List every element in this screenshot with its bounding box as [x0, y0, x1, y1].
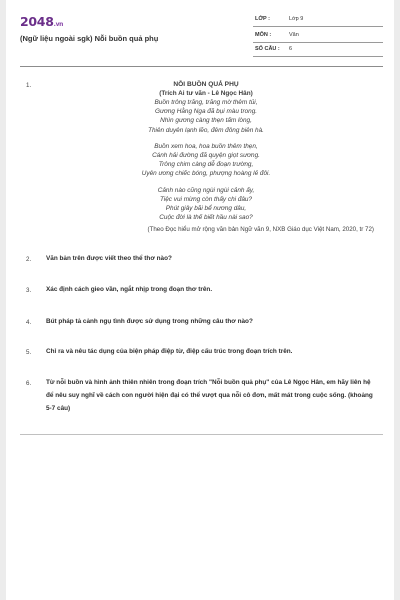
- question-text: Bút pháp tả cảnh ngụ tình được sử dụng trong những câu thơ nào?: [46, 318, 253, 325]
- meta-key: LỚP :: [255, 16, 270, 22]
- poem-source: (Theo Đọc hiểu mở rộng văn bản Ngữ văn 9, NXB Giáo dục Việt Nam, 2020, tr 72): [147, 226, 374, 233]
- meta-row-grade: [253, 14, 383, 27]
- poem-line: Buồn xem hoa, hoa buồn thêm thẹn,: [154, 142, 258, 150]
- meta-value: Lớp 9: [289, 16, 304, 22]
- poem-passage: [86, 80, 326, 222]
- poem-line: Cảnh nào cũng ngùi ngùi cảnh ấy,: [157, 186, 255, 194]
- meta-row-question-count: [253, 44, 383, 57]
- poem-line: Phút giây bãi bể nương dâu,: [165, 205, 247, 213]
- meta-key: MÔN :: [255, 32, 272, 38]
- poem-subtitle: (Trích Ai tư vãn - Lê Ngọc Hân): [159, 90, 253, 97]
- poem-line: Trông chim càng dễ đoạn trường,: [158, 161, 254, 169]
- question-number: 6.: [26, 380, 32, 387]
- question-number: 2.: [26, 256, 32, 263]
- meta-value: Văn: [289, 32, 299, 38]
- question-text: Chỉ ra và nêu tác dụng của biện pháp điệp từ, điệp cấu trúc trong đoạn trích trên.: [46, 348, 293, 355]
- poem-line: Thiên duyên lạnh lẽo, đêm đông biên hà.: [148, 126, 264, 134]
- meta-value: 6: [289, 46, 293, 52]
- document-title: (Ngữ liệu ngoài sgk) Nỗi buồn quả phụ: [20, 34, 159, 43]
- poem-line: Gương Hằng Nga đã bụi màu trong.: [154, 108, 258, 116]
- poem-line: Cuộc đời là thế biết hầu nài sao?: [159, 214, 253, 222]
- question-number: 5.: [26, 349, 32, 356]
- question-number: 4.: [26, 319, 32, 326]
- question-number: 3.: [26, 287, 32, 294]
- poem-line: Cánh hải đường đã quyện giọt sương.: [152, 152, 260, 160]
- question-text: Từ nỗi buồn và hình ảnh thiên nhiên trong đoạn trích "Nỗi buồn quả phụ" của Lê Ngọc Hân, em hãy liên hệ để nêu suy nghĩ về cách con người hiện đại có thể vượt qua nỗi cô đơn, mất mát trong cuộc sống. (khoảng 5-7 câu): [46, 379, 373, 412]
- question-text: Xác định cách gieo vần, ngắt nhịp trong đoạn thơ trên.: [46, 286, 213, 293]
- meta-row-subject: [253, 30, 383, 43]
- header-divider: [20, 66, 383, 67]
- meta-key: SỐ CÂU :: [255, 46, 280, 52]
- question-text: Văn bản trên được viết theo thể thơ nào?: [46, 255, 172, 262]
- poem-title: NỖI BUỒN QUẢ PHỤ: [173, 81, 239, 88]
- question-number: 1.: [26, 82, 32, 89]
- poem-line: Nhìn gương càng thẹn tấm lòng,: [160, 117, 252, 125]
- site-logo[interactable]: 2048.vn: [20, 14, 64, 29]
- poem-line: Tiệc vui mừng còn thấy chi đâu?: [159, 195, 253, 203]
- worksheet-page: [6, 0, 394, 600]
- footer-divider: [20, 434, 383, 435]
- poem-line: Uyên ương chiếc bóng, phượng hoàng lẻ đôi.: [141, 170, 271, 178]
- poem-line: Buồn trông trăng, trăng mờ thêm tủi,: [154, 99, 258, 106]
